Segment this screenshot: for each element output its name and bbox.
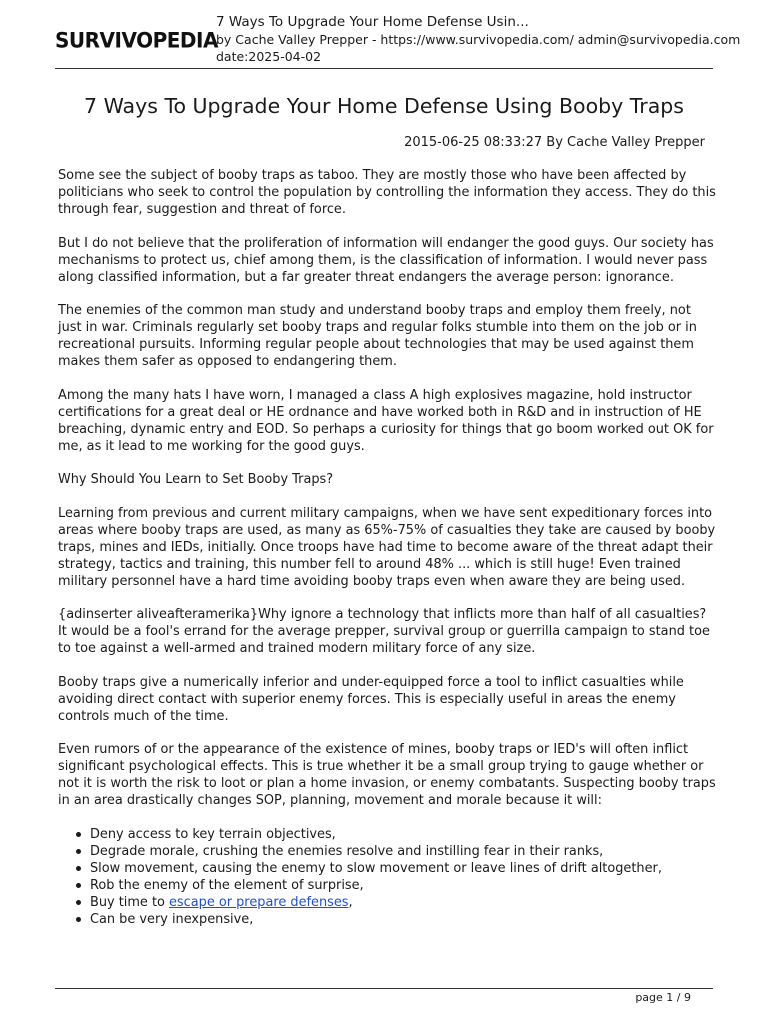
article-title: 7 Ways To Upgrade Your Home Defense Using Booby Traps [84,94,684,118]
list-item-suffix: , [348,894,353,910]
header-divider [55,68,713,69]
list-item-prefix: Buy time to [90,894,169,910]
paragraph: Booby traps give a numerically inferior and under-equipped force a tool to inflict casualties while avoiding direct contact with superior enemy forces. This is especially useful in areas the enemy controls much of the time. [58,674,684,724]
page-number: page 1 / 9 [635,991,691,1004]
paragraph: Learning from previous and current military campaigns, when we have sent expeditionary forces into areas where booby traps are used, as many as 65%-75% of casualties they take are caused by booby traps, mines and IEDs, initially. Once troops have had time to become aware of the threat adapt their strategy, tactics and training, this number fell to around 48% ... which is still huge! Even trained military personnel have a hard time avoiding booby traps even when aware they are being used. [58,505,716,589]
list-item [90,894,718,911]
paragraph: {adinserter aliveafteramerika}Why ignore a technology that inflicts more than half of all casualties? It would be a fool's errand for the average prepper, survival group or guerrilla campaign to stand toe to toe against a well-armed and trained modern military force of any size. [58,607,710,656]
list-item: Degrade morale, crushing the enemies resolve and instilling fear in their ranks, [90,843,718,860]
paragraph: But I do not believe that the proliferation of information will endanger the good guys. Our society has mechanisms to protect us, chief among them, is the classification of information. I would never pass along classified information, but a far greater threat endangers the average person: ignorance. [58,235,714,285]
effects-list [58,826,718,928]
list-item: Slow movement, causing the enemy to slow movement or leave lines of drift altogether, [90,860,718,877]
paragraph: Among the many hats I have worn, I managed a class A high explosives magazine, hold instructor certifications for a great deal or HE ordnance and have worked both in R&D and in instruction of HE breaching, dynamic entry and EOD. So perhaps a curiosity for things that go boom worked out OK for me, as it lead to me working for the good guys. [58,387,714,454]
header-doc-title: 7 Ways To Upgrade Your Home Defense Usin... [216,14,529,30]
escape-defenses-link[interactable]: escape or prepare defenses [169,894,349,910]
list-item: Deny access to key terrain objectives, [90,826,718,843]
header-byline: by Cache Valley Prepper - https://www.survivopedia.com/ admin@survivopedia.com [216,32,741,47]
article-body [58,167,718,928]
paragraph: The enemies of the common man study and understand booby traps and employ them freely, not just in war. Criminals regularly set booby traps and regular folks stumble into them on the job or in recreational pursuits. Informing regular people about technologies that may be used against them makes them safer as opposed to endangering them. [58,303,697,369]
header-meta [216,14,740,65]
survivopedia-logo[interactable]: SURVIVOPEDIA [55,27,218,53]
list-item: Can be very inexpensive, [90,911,718,928]
page-header [55,14,741,68]
list-item: Rob the enemy of the element of surprise, [90,877,718,894]
header-date: date:2025-04-02 [216,49,322,64]
paragraph: Some see the subject of booby traps as taboo. They are mostly those who have been affected by politicians who seek to control the population by controlling the information they access. They do this through fear, suggestion and threat of force. [58,168,716,217]
paragraph: Even rumors of or the appearance of the existence of mines, booby traps or IED's will often inflict significant psychological effects. This is true whether it be a small group trying to gauge whether or not it is worth the risk to loot or plan a home invasion, or enemy combatants. Suspecting booby traps in an area drastically changes SOP, planning, movement and morale because it will: [58,742,716,808]
section-heading: Why Should You Learn to Set Booby Traps? [58,472,334,487]
footer-divider [55,988,713,989]
article-meta: 2015-06-25 08:33:27 By Cache Valley Prepper [404,135,705,150]
